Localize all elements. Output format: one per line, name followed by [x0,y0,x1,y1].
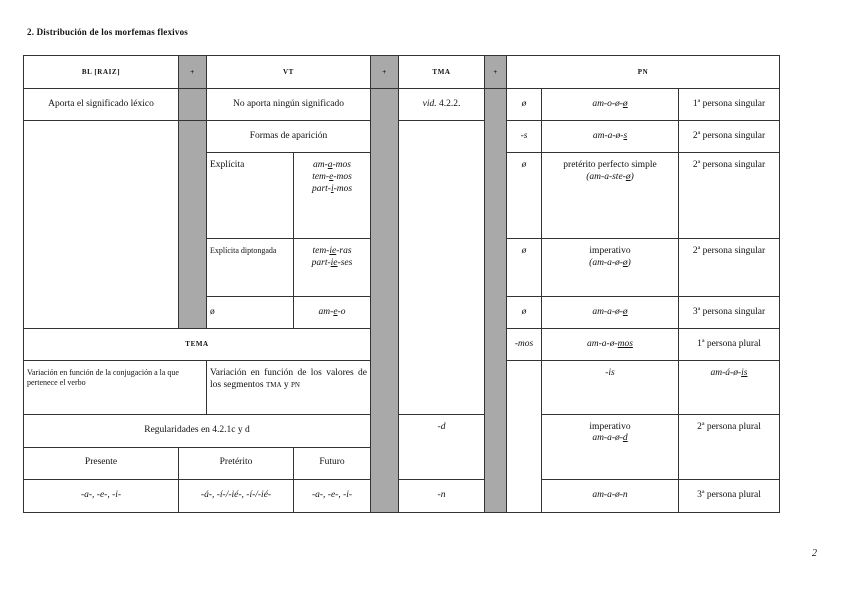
example-temieras: tem-ie-ras [312,245,352,256]
preterito-forms: -á-, -í-/-ié-, -í-/-ié- [179,479,294,512]
pn-description: 2ª persona singular [679,153,780,238]
header-tma: TMA [399,56,485,89]
pn-example-text: am-o-ø- [592,98,623,109]
example-partimos: part-i-mos [311,184,353,195]
pn-morph: ø [507,89,542,121]
morpheme-grid [23,55,780,513]
plus-column-cell [485,89,507,513]
presente-label: Presente [24,447,179,479]
pn-morph: ø [507,297,542,329]
pn-morph: -is [542,361,679,414]
explicita-label: Explícita [207,153,294,238]
table-row [24,89,780,121]
header-plus-1: + [179,56,207,89]
page-number: 2 [812,548,817,559]
pn-morph: -mos [507,329,542,361]
variacion-segmentos: Variación en función de los valores de los segmentos TMA y PN [207,361,371,414]
pn-example-label: imperativo [589,245,631,256]
pn-example-text: am-a-ø- [592,130,624,141]
table-row [24,121,780,153]
cero-label: ø [207,297,294,329]
section-heading: 2. Distribución de los morfemas flexivos [27,27,188,37]
pn-example [542,414,679,479]
pn-example: am-a-ø-n [542,479,679,512]
pn-example-ending: ø [622,98,628,109]
vid-section: 4.2.2. [436,98,461,109]
pn-example: am-á-ø-is [679,361,780,414]
example-partieses: part-ie-ses [311,257,353,268]
presente-forms: -a-, -e-, -i- [24,479,179,512]
pn-description: 2ª persona plural [679,414,780,479]
example-amamos: am-a-mos [312,160,351,171]
pn-example [542,238,679,296]
pn-description: 3ª persona singular [679,297,780,329]
pn-example [542,121,679,153]
pn-example-label: pretérito perfecto simple [563,160,657,171]
pn-morph: -s [507,121,542,153]
pn-morph: -n [399,479,485,512]
table-row [24,414,780,447]
pn-description: 1ª persona singular [679,89,780,121]
pn-morph: -d [399,414,485,479]
futuro-forms: -a-, -e-, -i- [294,479,371,512]
diptongada-examples [294,238,371,296]
explicita-diptongada-label: Explícita diptongada [207,238,294,296]
variacion-conjugacion: Variación en función de la conjugación a la que pertenece el verbo [24,361,207,414]
example-ameo: am-e-o [294,297,371,329]
pn-example: am-a-ø-ø [542,297,679,329]
regularidades: Regularidades en 4.2.1c y d [24,414,371,447]
raiz-empty-cell [24,121,179,329]
tma-empty-cell [507,361,542,513]
pn-example-label: imperativo [589,421,631,432]
raiz-description: Aporta el significado léxico [24,89,179,121]
vt-description: No aporta ningún significado [207,89,371,121]
header-bl-raiz: BL [RAIZ] [24,56,179,89]
vid-abbrev: vid. [422,98,437,109]
pn-description: 3ª persona plural [679,479,780,512]
header-plus-3: + [485,56,507,89]
header-plus-2: + [371,56,399,89]
pn-example [542,153,679,238]
tma-empty-cell [399,121,485,414]
futuro-label: Futuro [294,447,371,479]
formas-aparicion: Formas de aparición [207,121,371,153]
pn-description: 2ª persona singular [679,238,780,296]
header-pn: PN [507,56,780,89]
plus-column-cell [179,89,207,121]
tma-reference [399,89,485,121]
example-tememos: tem-e-mos [312,172,352,183]
header-vt: VT [207,56,371,89]
tema-label: TEMA [24,329,371,361]
pn-example-form: am-a-ø-d [592,433,628,444]
table-row [24,479,780,512]
pn-example: am-a-ø-mos [542,329,679,361]
header-row [24,56,780,89]
pn-example [542,89,679,121]
pn-description: 1ª persona plural [679,329,780,361]
pn-morph: ø [507,238,542,296]
pn-example-form: (am-a-ø-ø) [589,257,631,268]
plus-column-cell [371,89,399,513]
pn-example-ending: s [623,130,628,141]
preterito-label: Pretérito [179,447,294,479]
explicita-examples [294,153,371,238]
pn-morph: ø [507,153,542,238]
pn-description: 2ª persona singular [679,121,780,153]
plus-column-cell [179,121,207,329]
pn-example-form: (am-a-ste-ø) [586,172,634,183]
